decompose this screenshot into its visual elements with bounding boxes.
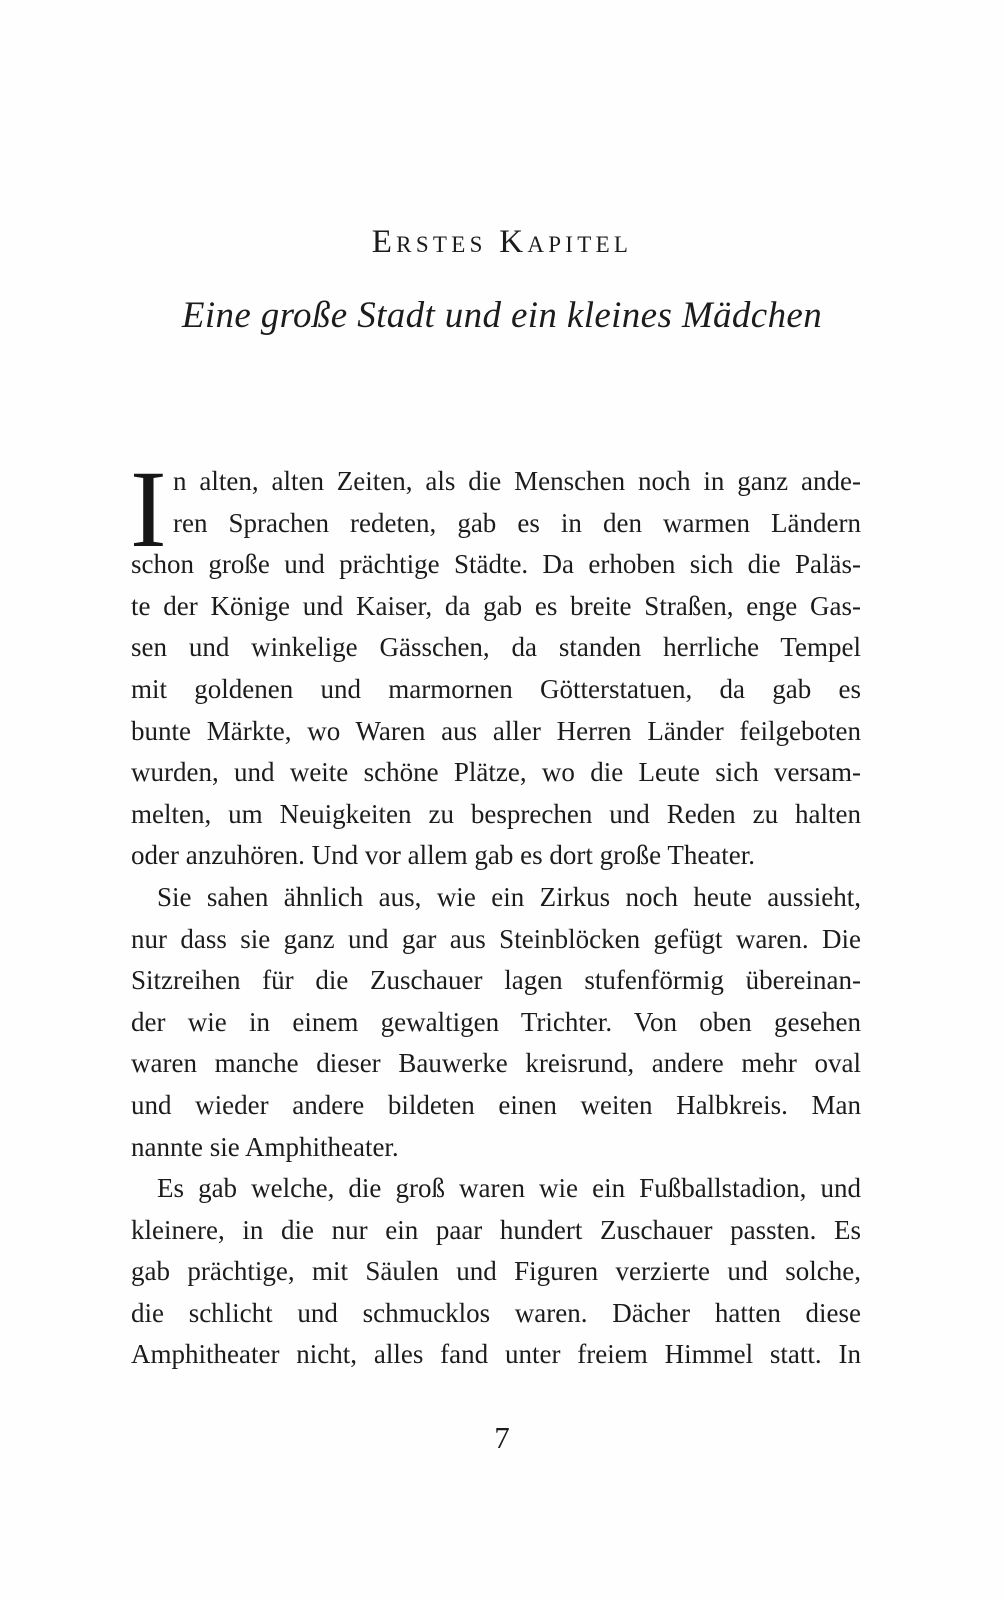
text-line: te der Könige und Kaiser, da gab es breite Straßen, enge Gas- — [131, 590, 861, 621]
chapter-heading: Erstes Kapitel — [371, 224, 633, 260]
text-line: wurden, und weite schöne Plätze, wo die Leute sich versam- — [131, 757, 861, 788]
paragraph — [131, 1168, 861, 1376]
text-line: die schlicht und schmucklos waren. Dächer hatten diese — [131, 1297, 861, 1328]
text-line: gab prächtige, mit Säulen und Figuren verzierte und solche, — [131, 1256, 861, 1287]
text-line: nur dass sie ganz und gar aus Steinblöcken gefügt waren. Die — [131, 923, 861, 954]
text-line: Amphitheater nicht, alles fand unter freiem Himmel statt. In — [131, 1339, 861, 1370]
drop-cap: I — [130, 448, 167, 570]
text-line: oder anzuhören. Und vor allem gab es dort große Theater. — [131, 840, 756, 871]
text-line: der wie in einem gewaltigen Trichter. Von oben gesehen — [131, 1006, 861, 1037]
text-line: bunte Märkte, wo Waren aus aller Herren Länder feilgeboten — [131, 715, 861, 746]
text-line: mit goldenen und marmornen Götterstatuen, da gab es — [131, 673, 861, 704]
text-line: melten, um Neuigkeiten zu besprechen und Reden zu halten — [131, 798, 861, 829]
text-line: schon große und prächtige Städte. Da erhoben sich die Paläs- — [131, 549, 861, 580]
text-line: Sie sahen ähnlich aus, wie ein Zirkus noch heute aussieht, — [157, 881, 861, 912]
paragraph — [130, 448, 861, 877]
text-line: Es gab welche, die groß waren wie ein Fußballstadion, und — [157, 1173, 861, 1204]
body-text — [130, 448, 861, 1376]
text-line: sen und winkelige Gässchen, da standen herrliche Tempel — [131, 632, 861, 663]
chapter-title: Eine große Stadt und ein kleines Mädchen — [181, 295, 823, 336]
page-number: 7 — [494, 1420, 510, 1455]
text-line: und wieder andere bildeten einen weiten Halbkreis. Man — [131, 1089, 861, 1120]
text-line: ren Sprachen redeten, gab es in den warmen Ländern — [173, 507, 861, 538]
text-line: waren manche dieser Bauwerke kreisrund, andere mehr oval — [131, 1048, 861, 1079]
text-line: n alten, alten Zeiten, als die Menschen noch in ganz ande- — [173, 466, 861, 496]
text-line: nannte sie Amphitheater. — [131, 1131, 399, 1162]
text-line: kleinere, in die nur ein paar hundert Zuschauer passten. Es — [131, 1214, 861, 1245]
text-line: Sitzreihen für die Zuschauer lagen stufenförmig übereinan- — [131, 965, 861, 996]
paragraph — [131, 877, 861, 1168]
